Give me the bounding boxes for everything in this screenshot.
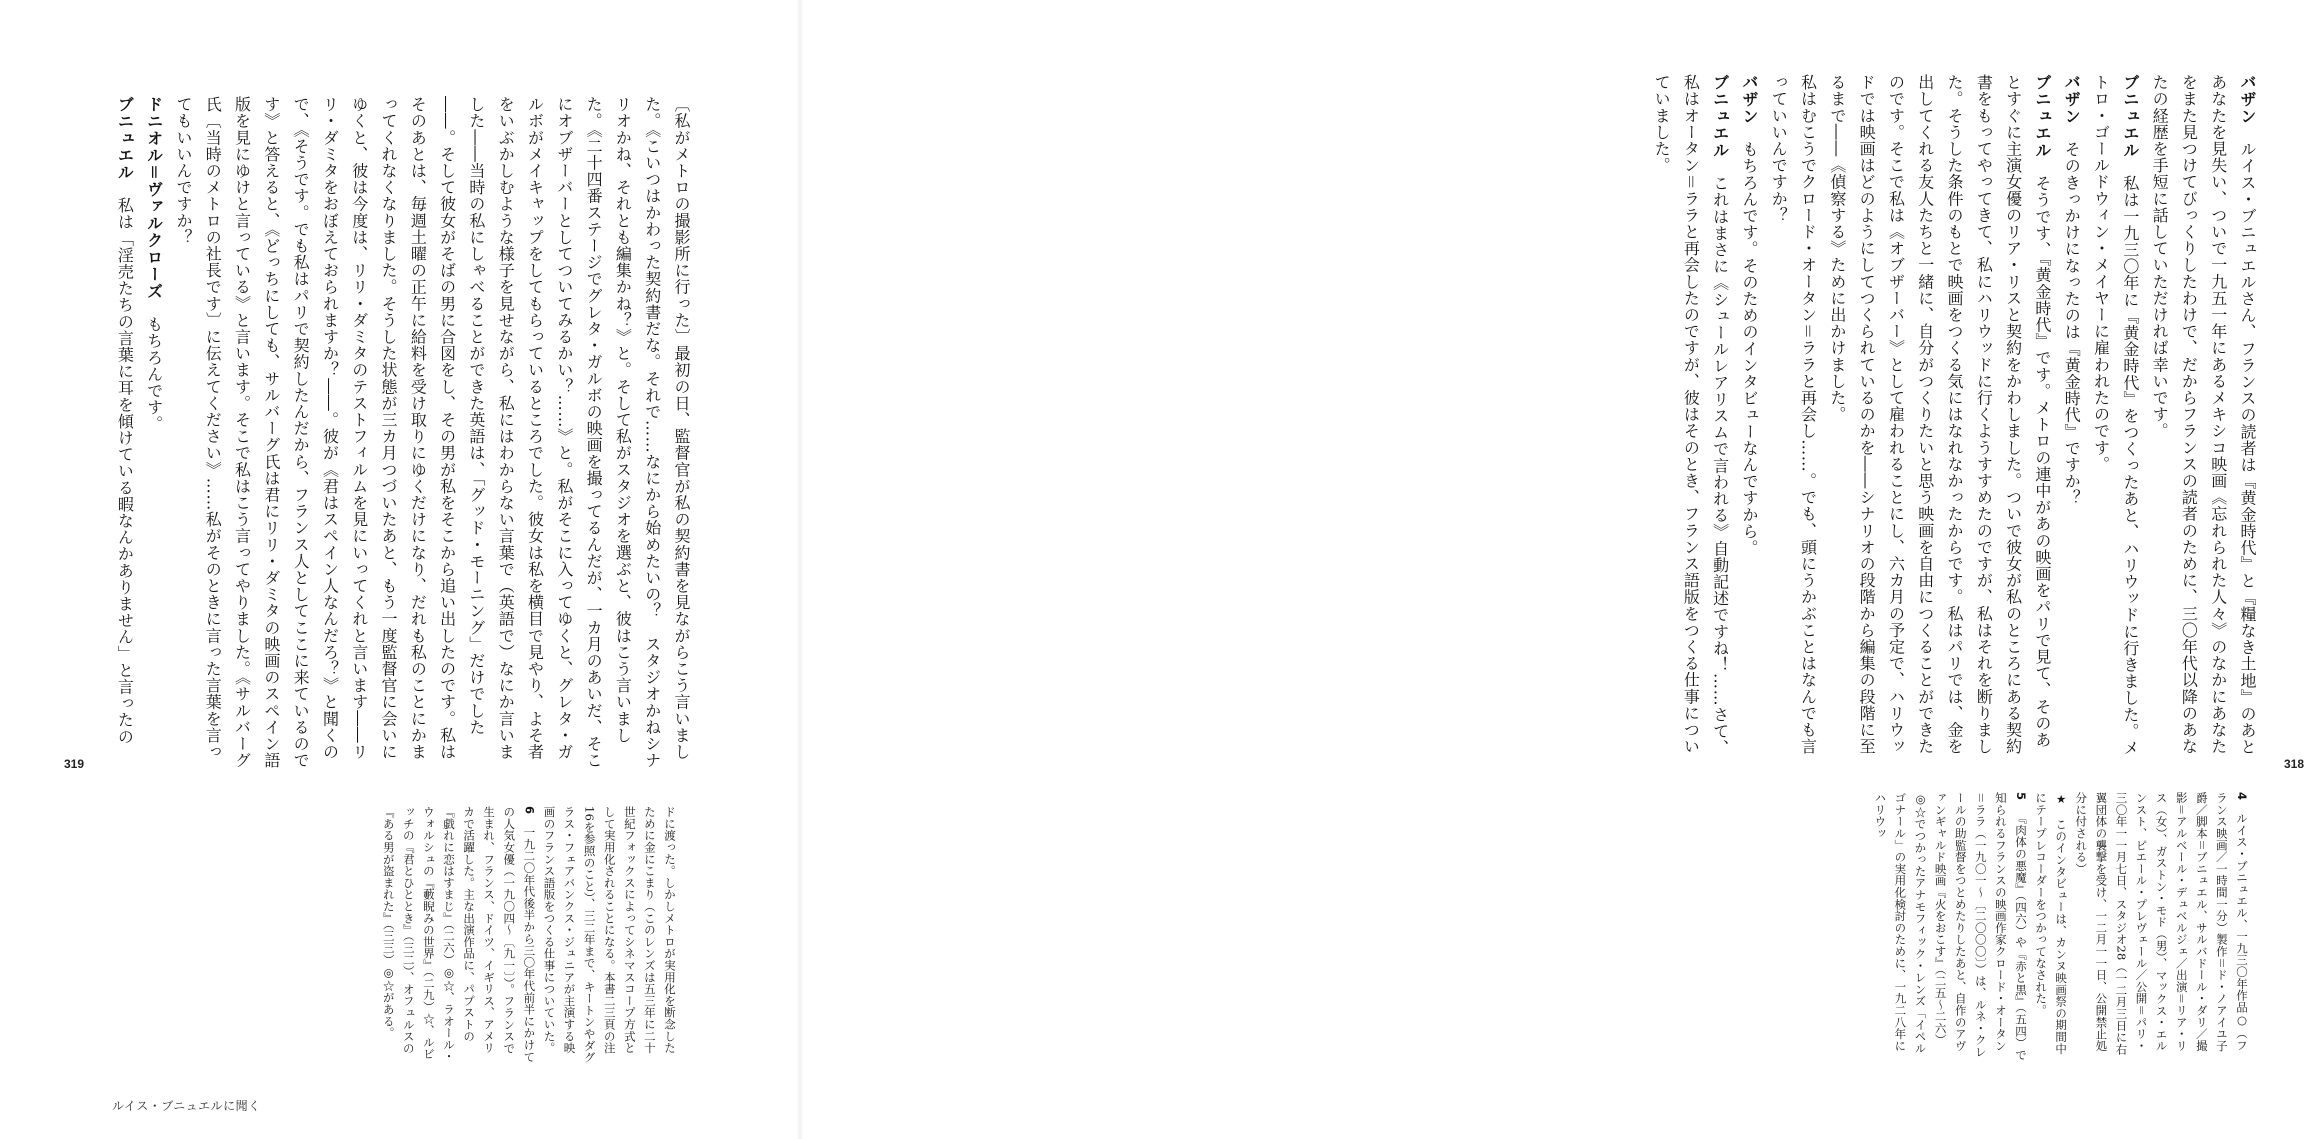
paragraph [1764, 74, 1823, 764]
paragraph-text: 私はむこうでクロード・オータン＝ララと再会し……。でも、頭にうかぶことはなんでも言っていいんですか？ [1769, 74, 1818, 755]
paragraph-text: 〔私がメトロの撮影所に行った〕最初の日、監督官が私の契約書を見ながらこう言いました。《こいつはかわった契約書だな。それで……なにから始めたいの？ スタジオかねシナリオかね、それとも編集かね？》と。そして私がスタジオを選ぶと、彼はこう言いました。《二十四番ステージでグレタ・ガルボの映画を撮ってるんだが、一カ月のあいだ、そこにオブザーバーとしてついてみるかい？……》と。私がそこに入ってゆくと、グレタ・ガルボがメイキャップをしてもらっているところでした。彼女は私を横目で見やり、よそ者をいぶかしむような様子を見せながら、私にはわからない言葉で（英語で）なにか言いました――当時の私にしゃべることができた英語は、「グッド・モーニング」だけでした――。そして彼女がそばの男に合図をし、その男が私をそこから追い出したのです。私はそのあとは、毎週土曜の正午に給料を受け取りにゆくだけになり、だれも私のことにかまってくれなくなりました。そうした状態が三カ月つづいたあと、もう一度監督官に会いにゆくと、彼は今度は、リリ・ダミタのテストフィルムを見にいってくれと言います――リリ・ダミタをおぼえておられますか？――。彼が《君はスペイン人なんだろ？》と聞くので、《そうです。でも私はパリで契約したんだから、フランス人としてここに来ているのです》と答えると、《どっちにしても、サルバーグ氏は君にリリ・ダミタの映画のスペイン語版を見にゆけと言っている》と言います。そこで私はこう言ってやりました。《サルバーグ氏〔当時のメトロの社長です〕に伝えてください》……私がそのときに言った言葉を言ってもいいんですか？ [173, 96, 691, 769]
page-number: 318 [2284, 757, 2304, 771]
paragraph [1647, 74, 1735, 764]
page-319 [0, 0, 798, 1139]
paragraph [1735, 74, 1764, 764]
footnote-text: 『肉体の悪魔』（四六）や『赤と黒』（五四）で知られるフランスの映画作家クロード・オータン＝ララ（一九〇一～〔二〇〇〇〕）は、ルネ・クレールの助監督をつとめたりしたあと、自作のアヴァンギャルド映画『火をおこす』（二五～二六）◎☆でつかったアナモフィック・レンズ「イペルゴナール」の実用化検討のために、一九二八年にハリウッ [1873, 792, 2028, 1061]
footnote [1870, 792, 2031, 1062]
speaker-label: ブニュエル [2120, 74, 2140, 159]
speaker-label: ドニオル＝ヴァルクローズ [144, 96, 164, 301]
footnote [379, 806, 540, 1064]
speaker-label: ブニュエル [1710, 74, 1730, 159]
footnote-text: ルイス・ブニュエル、一九三〇年作品○（フランス映画／一時間一分）製作＝ド・ノアイユ子爵／脚本＝ブニュエル、サルバドール・ダリ／撮影＝アルベール・デュベルジェ／出演＝リア・リス（女）、ガストン・モド（男）、マックス・エルンスト、ピエール・プレヴェール／公開＝パリ・三〇年一一月七日、スタジオ28（一二月三日に右翼団体の襲撃を受け、一二月一一日、公開禁止処分に付される） [2074, 792, 2249, 1056]
paragraph [2145, 74, 2262, 764]
footnote [539, 806, 680, 1064]
main-text-318 [1652, 74, 2262, 764]
speaker-label: ブニュエル [2032, 74, 2052, 159]
page-number: 319 [64, 757, 85, 771]
paragraph-text: もちろんです。 [144, 316, 164, 433]
footnote-text: このインタビューは、カンヌ映画祭の期間中にテープレコーダーをつかってなされた。 [2034, 792, 2069, 1055]
paragraph [2086, 74, 2145, 764]
footnote [2071, 792, 2252, 1062]
speaker-label: バザン [2238, 74, 2257, 125]
footnotes-319 [240, 806, 680, 1064]
paragraph-text: もちろんです。そのためのインタビューなんですから。 [1739, 141, 1759, 556]
paragraph-text: そのきっかけになったのは『黄金時代』ですか？ [2062, 141, 2082, 507]
paragraph-text: ルイス・ブニュエルさん、フランスの読者は『黄金時代』と『糧なき土地』のあとあなたを見失い、ついで一九五一年にあるメキシコ映画《忘れられた人々》のなかにあなたをまた見つけてびっくりしたわけで、だからフランスの読者のために、三〇年代以降のあなたの経歴を手短に話していただければ幸いです。 [2150, 74, 2257, 756]
footnote-mark: 6 [522, 806, 537, 816]
speaker-label: ブニュエル [115, 96, 135, 181]
page-318 [802, 0, 2304, 1139]
speaker-label: バザン [1739, 74, 1759, 125]
paragraph-text: そうです、『黄金時代』です。メトロの連中があの映画をパリで見て、そのあとすぐに主演女優のリア・リスと契約をかわしました。ついで彼女が私のところにある契約書をもってやってきて、私にハリウッドに行くようすすめたのですが、私はそれを断りました。そうした条件のもとで映画をつくる気にはなれなかったからです。私はパリでは、金を出してくれる友人たちと一緒に、自分がつくりたいと思う映画を自由につくることができたのです。そこで私は《オブザーバー》として雇われることにし、六カ月の予定で、ハリウッドでは映画はどのようにしてつくられているのかを――シナリオの段階から編集の段階に至るまで――《偵察する》ために出かけました。 [1827, 74, 2052, 755]
footnote-text: ドに渡った。しかしメトロが実用化を断念したために金にこまり（このレンズは五三年に二十世紀フォックスによってシネマスコープ方式として実用化されることになる。本書二三頁の注16を参照のこと）、三二年まで、キートンやダグラス・フェアバンクス・ジュニアが主演する映画のフランス語版をつくる仕事についていた。 [542, 806, 677, 1064]
paragraph [139, 96, 168, 774]
running-head: ルイス・ブニュエルに聞く [112, 1099, 261, 1113]
footnotes-318 [1712, 792, 2252, 1062]
paragraph-text: 私は一九三〇年に『黄金時代』をつくったあと、ハリウッドに行きました。メトロ・ゴールドウィン・メイヤーに雇われたのです。 [2091, 74, 2140, 756]
main-text-319 [115, 96, 696, 774]
footnote [2031, 792, 2071, 1062]
paragraph [110, 96, 139, 774]
footnote-mark: 4 [2235, 792, 2249, 802]
paragraph-text: 私は「淫売たちの言葉に耳を傾けている暇なんかありません」と言ったの [115, 197, 135, 745]
paragraph [169, 96, 696, 774]
paragraph [1823, 74, 2057, 764]
footnote-mark: 5 [2013, 792, 2028, 802]
paragraph-text: これはまさに《シュールレアリスムで言われる》自動記述ですね！……さて、私はオータン＝ララと再会したのですが、彼はそのとき、フランス語版をつくる仕事についていました。 [1652, 74, 1730, 756]
footnote-text: 一九二〇年代後半から三〇年代前半にかけての人気女優（一九〇四～〔九一〕）。フランスで生まれ、フランス、ドイツ、イギリス、アメリカで活躍した。主な出演作品に、パプストの『戯れに恋はすまじ』（二六）◎☆、ラオール・ウォルシュの『藪睨みの世界』（二九）☆、ルビッチの『君とひととき』（三二）、オフュルスの『ある男が盗まれた』（三三）◎☆がある。 [381, 806, 537, 1063]
speaker-label: バザン [2062, 74, 2082, 125]
footnote-mark: ★ [2054, 792, 2069, 807]
paragraph [2057, 74, 2086, 764]
